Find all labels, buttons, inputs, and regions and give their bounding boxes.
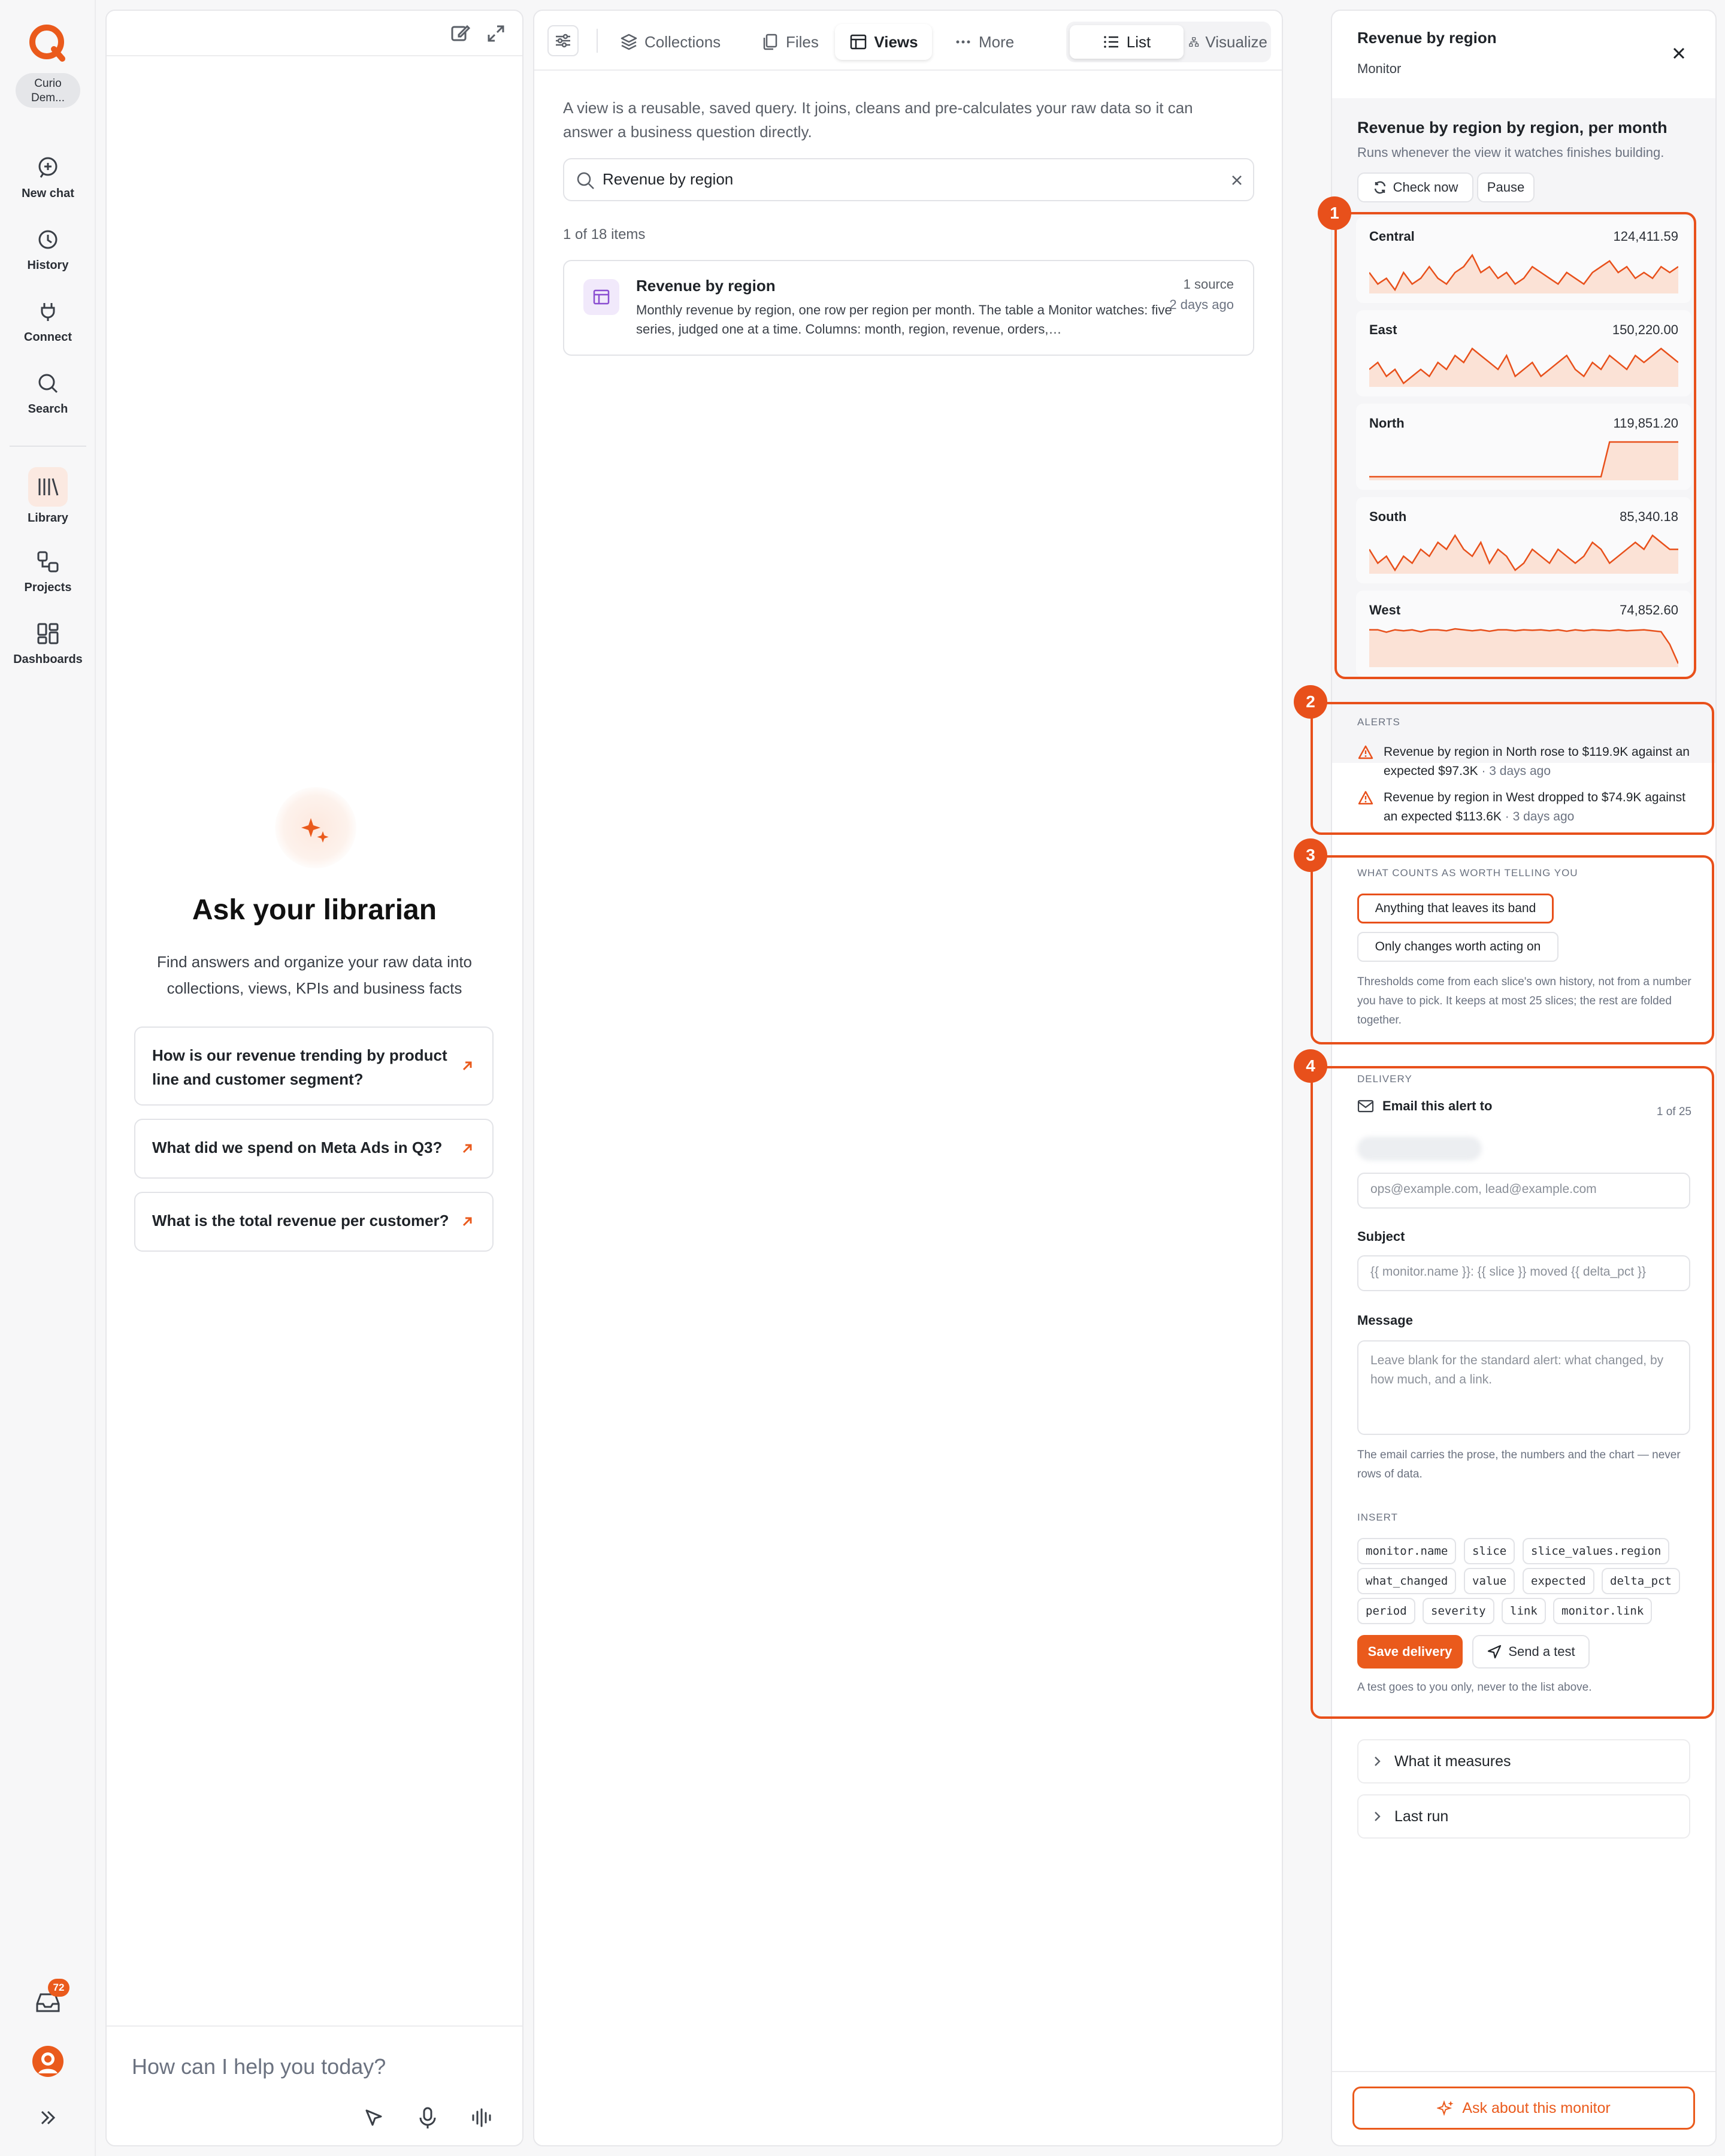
nav-history[interactable] — [0, 226, 96, 272]
tab-label: More — [979, 32, 1015, 51]
view-item-updated: 2 days ago — [1169, 297, 1234, 312]
token-chip[interactable]: period — [1357, 1598, 1415, 1624]
view-list-item[interactable] — [563, 260, 1254, 356]
callout-number: 2 — [1294, 685, 1327, 719]
message-textarea[interactable]: Leave blank for the standard alert: what changed, by how much, and a link. — [1357, 1340, 1690, 1435]
email-label: Email this alert to — [1382, 1098, 1493, 1113]
suggestion-card[interactable] — [134, 1026, 494, 1106]
monitor-heading: Revenue by region by region, per month — [1357, 119, 1668, 137]
close-button[interactable] — [1669, 43, 1689, 63]
nav-label: Projects — [24, 581, 72, 594]
edit-icon — [448, 22, 472, 46]
search-input-value[interactable]: Revenue by region — [603, 170, 734, 188]
what-it-measures-row[interactable] — [1357, 1739, 1690, 1783]
waveform-icon — [468, 2104, 495, 2131]
search-icon — [35, 370, 61, 396]
sliders-icon — [553, 31, 573, 50]
sparkles-icon — [1437, 2099, 1455, 2117]
option-label: Only changes worth acting on — [1375, 940, 1541, 953]
nav-label: Search — [28, 402, 68, 416]
button-label: Ask about this monitor — [1462, 2099, 1611, 2116]
monitor-type: Monitor — [1357, 61, 1402, 76]
pause-button[interactable] — [1477, 172, 1535, 202]
slice-value: 74,852.60 — [1620, 602, 1678, 617]
send-button[interactable] — [361, 2104, 387, 2131]
mode-label: List — [1126, 32, 1151, 51]
views-search[interactable] — [563, 158, 1254, 201]
table-icon — [849, 32, 868, 52]
dashboard-icon — [35, 620, 61, 647]
history-icon — [35, 226, 61, 253]
chat-composer — [107, 2025, 522, 2145]
new-chat-icon — [35, 155, 61, 181]
callout-box-4 — [1311, 1066, 1714, 1719]
layers-icon — [619, 32, 638, 52]
email-count: 1 of 25 — [1656, 1106, 1691, 1118]
nav-projects[interactable] — [0, 549, 96, 595]
network-icon — [1188, 33, 1199, 51]
filter-button[interactable] — [547, 25, 579, 56]
subject-label: Subject — [1357, 1229, 1405, 1244]
button-label: Send a test — [1508, 1644, 1575, 1659]
slice-value: 150,220.00 — [1612, 322, 1678, 337]
logo-icon[interactable] — [28, 23, 68, 63]
expand-rail-button[interactable] — [36, 2106, 60, 2130]
expand-chat-button[interactable] — [484, 22, 508, 46]
sparkle-badge — [275, 787, 356, 868]
chevron-right-icon — [1370, 1810, 1384, 1823]
monitor-schedule: Runs whenever the view it watches finishes building. — [1357, 145, 1665, 160]
expand-icon — [484, 22, 508, 46]
slice-value: 85,340.18 — [1620, 509, 1678, 524]
view-item-title: Revenue by region — [636, 277, 776, 295]
chat-subtitle: Find answers and organize your raw data into collections, views, KPIs and business facts — [156, 953, 473, 997]
views-description: A view is a reusable, saved query. It joins, cleans and pre-calculates your raw data so it can answer a business question directly. — [563, 99, 1193, 141]
arrow-up-right-icon — [459, 1213, 476, 1230]
slice-value: 119,851.20 — [1613, 416, 1678, 431]
rail-divider — [10, 446, 86, 447]
mode-list[interactable] — [1070, 25, 1184, 59]
slice-name: Central — [1369, 229, 1415, 244]
worth-label: WHAT COUNTS AS WORTH TELLING YOU — [1357, 867, 1578, 879]
user-avatar[interactable] — [32, 2046, 63, 2077]
tab-collections[interactable] — [612, 26, 728, 57]
suggestion-text: How is our revenue trending by product line and customer segment? — [152, 1046, 447, 1088]
chat-title: Ask your librarian — [192, 894, 437, 926]
inbox-button[interactable] — [34, 1982, 65, 2017]
files-icon — [761, 32, 780, 52]
alert-text: Revenue by region in North rose to $119.9K against an expected $97.3K — [1384, 745, 1690, 778]
chevron-right-icon — [1370, 1755, 1384, 1768]
slice-name: South — [1369, 509, 1407, 524]
nav-label: Library — [28, 511, 68, 525]
close-icon — [1669, 43, 1689, 63]
last-run-row[interactable] — [1357, 1794, 1690, 1839]
worth-help: Thresholds come from each slice's own history, not from a number you have to pick. It keeps at most 25 slices; the rest are folded together. — [1357, 976, 1691, 1026]
nav-connect[interactable] — [0, 298, 96, 344]
callout-number: 1 — [1318, 196, 1351, 230]
cursor-arrow-icon — [361, 2104, 387, 2131]
search-icon — [575, 170, 597, 192]
chat-input[interactable]: How can I help you today? — [132, 2054, 386, 2079]
nav-label: Connect — [24, 331, 72, 344]
monitor-header — [1332, 11, 1715, 101]
workspace-badge[interactable] — [16, 73, 80, 108]
token-chip[interactable]: monitor.link — [1553, 1598, 1652, 1624]
tab-views[interactable] — [835, 24, 932, 60]
callout-box-3 — [1311, 855, 1714, 1044]
tab-more[interactable] — [946, 26, 1021, 57]
nav-label: History — [27, 259, 69, 272]
slice-name: West — [1369, 602, 1401, 617]
voice-mode-button[interactable] — [468, 2104, 495, 2131]
alerts-label: ALERTS — [1357, 716, 1400, 728]
microphone-icon — [414, 2104, 441, 2131]
message-help: The email carries the prose, the numbers and the chart — never rows of data. — [1357, 1449, 1681, 1480]
arrow-up-right-icon — [459, 1058, 476, 1074]
monitor-title: Revenue by region — [1357, 29, 1497, 47]
token-chip[interactable]: link — [1502, 1598, 1546, 1624]
list-icon — [1103, 33, 1121, 51]
arrow-up-right-icon — [459, 1140, 476, 1157]
row-label: Last run — [1394, 1807, 1449, 1825]
nav-label: New chat — [22, 187, 74, 200]
token-chip[interactable]: expected — [1523, 1568, 1594, 1594]
nav-dashboards[interactable] — [0, 620, 96, 667]
suggestion-card[interactable] — [134, 1192, 494, 1252]
slice-name: East — [1369, 322, 1397, 337]
suggestion-card[interactable] — [134, 1119, 494, 1179]
mode-label: Visualize — [1205, 32, 1267, 51]
token-chip[interactable]: slice_values.region — [1523, 1538, 1669, 1564]
chat-panel — [105, 10, 523, 2146]
monitor-footer-divider — [1332, 2071, 1715, 2072]
nav-label: Dashboards — [13, 653, 83, 666]
view-item-description: Monthly revenue by region, one row per region per month. The table a Monitor watches: five series, judged one at a time. Columns: month, region, revenue, orders,… — [636, 302, 1172, 337]
library-panel — [533, 10, 1283, 2146]
result-count: 1 of 18 items — [563, 226, 646, 243]
nav-new-chat[interactable] — [0, 155, 96, 201]
callout-box-1 — [1334, 212, 1696, 679]
chevrons-right-icon — [36, 2106, 60, 2130]
inbox-count-badge: 72 — [48, 1979, 69, 1997]
workspace-name: Curio Dem... — [31, 77, 65, 104]
delivery-label: DELIVERY — [1357, 1073, 1412, 1085]
suggestion-text: What did we spend on Meta Ads in Q3? — [152, 1138, 443, 1156]
nav-search[interactable] — [0, 370, 96, 416]
table-icon — [592, 287, 611, 307]
token-chip[interactable]: severity — [1423, 1598, 1494, 1624]
alert-text: Revenue by region in West dropped to $74.9K against an expected $113.6K — [1384, 791, 1685, 823]
plug-icon — [35, 298, 61, 325]
check-now-button[interactable] — [1357, 172, 1473, 202]
slice-value: 124,411.59 — [1613, 229, 1678, 244]
button-label: Save delivery — [1367, 1644, 1452, 1659]
subject-input[interactable]: {{ monitor.name }}: {{ slice }} moved {{ delta_pct }} — [1357, 1255, 1690, 1291]
token-chip[interactable]: what_changed — [1357, 1568, 1456, 1594]
option-label: Anything that leaves its band — [1375, 901, 1536, 915]
refresh-icon — [1373, 180, 1387, 195]
button-label: Check now — [1393, 180, 1458, 195]
more-dots-icon — [954, 32, 973, 52]
slice-name: North — [1369, 416, 1405, 431]
callout-box-2 — [1311, 702, 1714, 835]
toolbar-divider — [597, 29, 598, 53]
new-chat-edit-button[interactable] — [448, 22, 472, 46]
button-label: Pause — [1487, 180, 1525, 195]
tab-label: Collections — [644, 32, 721, 51]
insert-label: INSERT — [1357, 1512, 1399, 1523]
token-chip[interactable]: slice — [1464, 1538, 1515, 1564]
clear-icon[interactable] — [1228, 171, 1246, 189]
mode-visualize[interactable] — [1188, 25, 1267, 59]
microphone-button[interactable] — [414, 2104, 441, 2131]
tab-label: Files — [786, 32, 819, 51]
nav-library[interactable] — [0, 467, 96, 525]
projects-icon — [35, 549, 61, 575]
tab-files[interactable] — [753, 26, 826, 57]
left-rail — [0, 0, 96, 2156]
row-label: What it measures — [1394, 1752, 1511, 1770]
avatar-icon — [32, 2046, 63, 2077]
token-chip[interactable]: delta_pct — [1602, 1568, 1680, 1594]
token-chip[interactable]: value — [1464, 1568, 1515, 1594]
callout-number: 3 — [1294, 838, 1327, 872]
callout-number: 4 — [1294, 1049, 1327, 1083]
view-item-sources: 1 source — [1183, 277, 1234, 292]
message-label: Message — [1357, 1313, 1413, 1328]
library-icon — [28, 467, 68, 507]
suggestion-text: What is the total revenue per customer? — [152, 1212, 449, 1230]
test-help: A test goes to you only, never to the list above. — [1357, 1681, 1592, 1694]
ask-about-monitor-button[interactable] — [1352, 2087, 1695, 2130]
email-input[interactable]: ops@example.com, lead@example.com — [1357, 1173, 1690, 1209]
tab-label: Views — [874, 32, 918, 51]
view-item-icon-box — [583, 279, 619, 315]
alert-time: · 3 days ago — [1501, 810, 1575, 823]
sparkles-icon — [275, 787, 356, 868]
token-chip[interactable]: monitor.name — [1357, 1538, 1456, 1564]
alert-time: · 3 days ago — [1478, 764, 1551, 778]
